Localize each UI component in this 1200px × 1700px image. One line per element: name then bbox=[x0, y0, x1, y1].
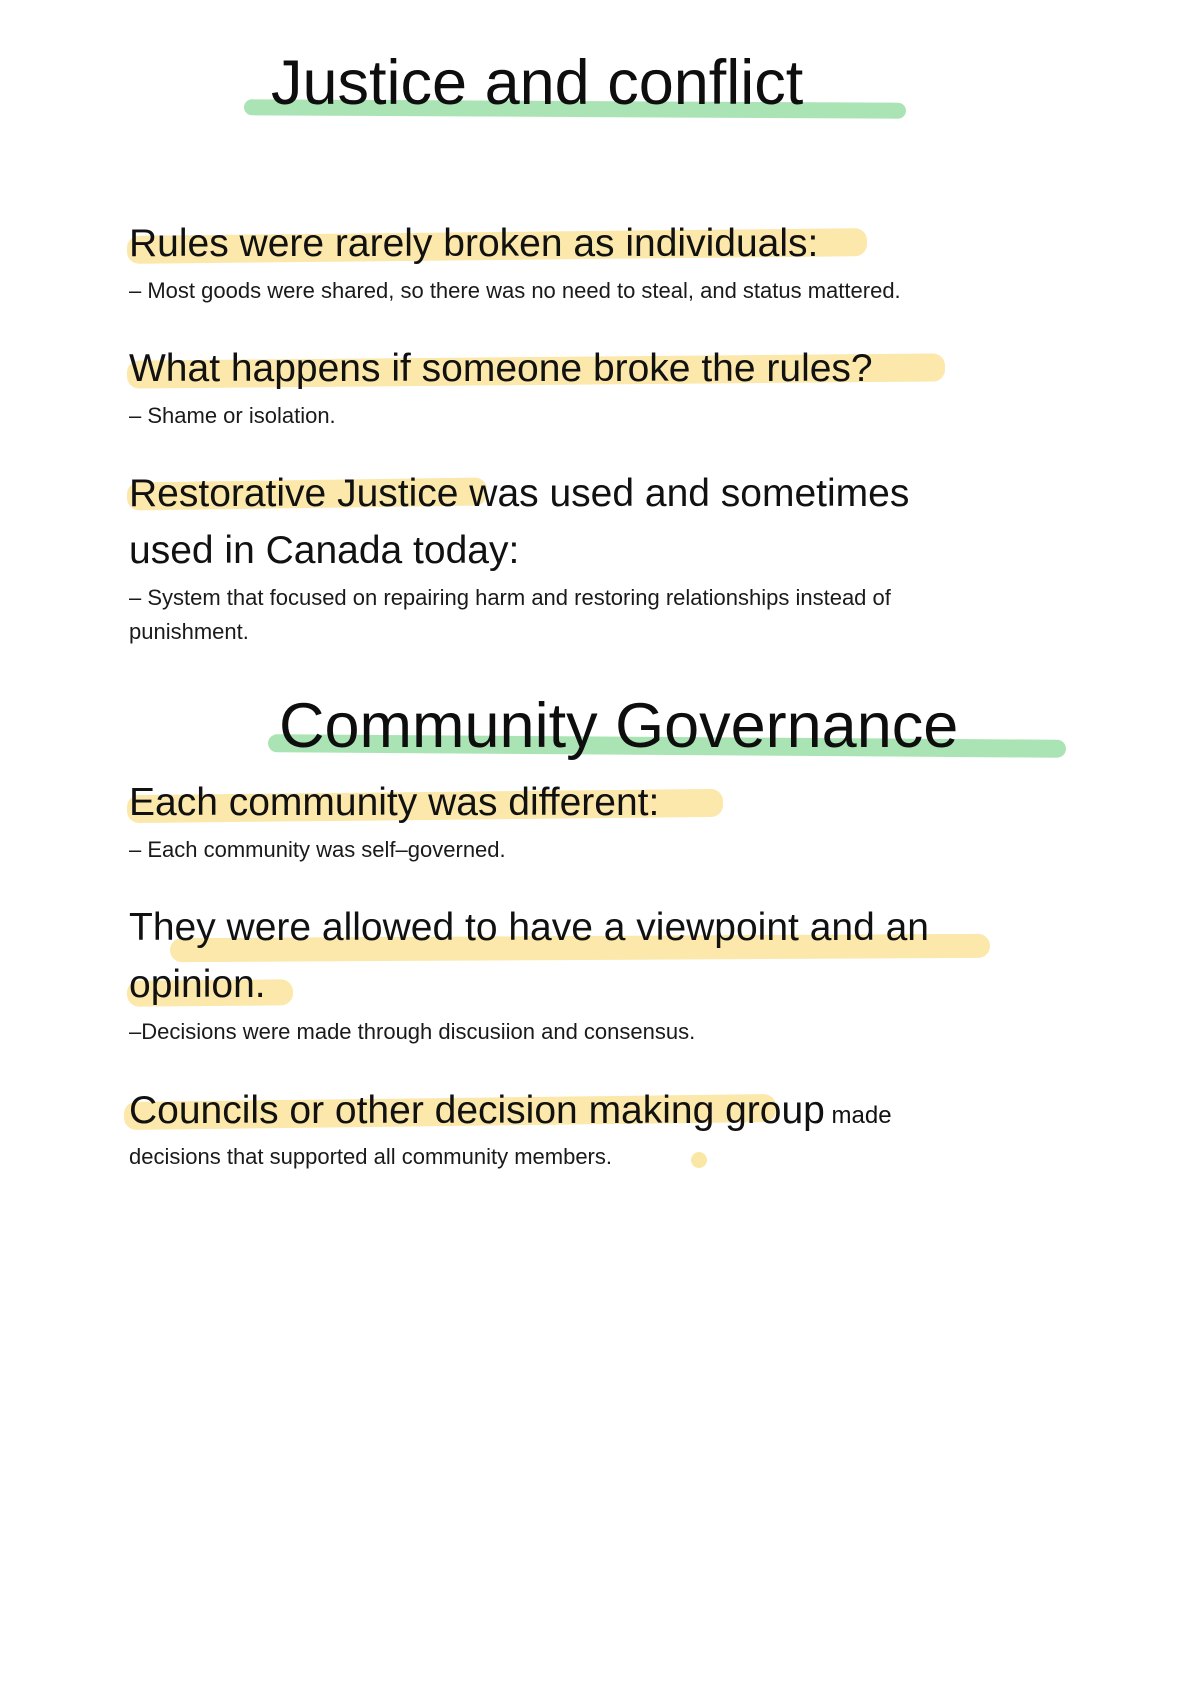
body-decisions-consensus: –Decisions were made through discusiion and consensus. bbox=[129, 1019, 696, 1044]
body-self-governed: – Each community was self–governed. bbox=[129, 837, 506, 862]
heading-viewpoint-opinion: They were allowed to have a viewpoint and an bbox=[129, 906, 929, 949]
heading-each-community-different: Each community was different: bbox=[129, 781, 660, 824]
heading-what-happens: What happens if someone broke the rules? bbox=[129, 347, 873, 390]
body-shame-isolation: – Shame or isolation. bbox=[129, 403, 336, 428]
heading-councils-highlight: Councils or other decision making group bbox=[129, 1089, 825, 1132]
heading-rules-rarely-broken: Rules were rarely broken as individuals: bbox=[129, 222, 819, 265]
body-system-repairing-harm: – System that focused on repairing harm and restoring relationships instead of bbox=[129, 585, 891, 610]
heading-restorative-justice-highlight: Restorative Justice bbox=[129, 472, 459, 515]
body-councils-decisions: decisions that supported all community members. bbox=[129, 1144, 612, 1169]
body-system-repairing-harm-line2: punishment. bbox=[129, 619, 249, 644]
heading-restorative-justice bbox=[129, 465, 909, 522]
heading-councils-small: made bbox=[824, 1102, 892, 1129]
section-title-community-governance: Community Governance bbox=[279, 691, 959, 761]
highlight-dot bbox=[691, 1152, 707, 1168]
heading-restorative-justice-rest: was used and sometimes bbox=[458, 472, 910, 515]
heading-viewpoint-opinion-line2: opinion. bbox=[129, 963, 266, 1006]
heading-restorative-justice-line2: used in Canada today: bbox=[129, 529, 520, 572]
body-goods-shared: – Most goods were shared, so there was no need to steal, and status mattered. bbox=[129, 278, 901, 303]
section-title-justice: Justice and conflict bbox=[271, 48, 804, 118]
heading-councils bbox=[129, 1082, 892, 1144]
